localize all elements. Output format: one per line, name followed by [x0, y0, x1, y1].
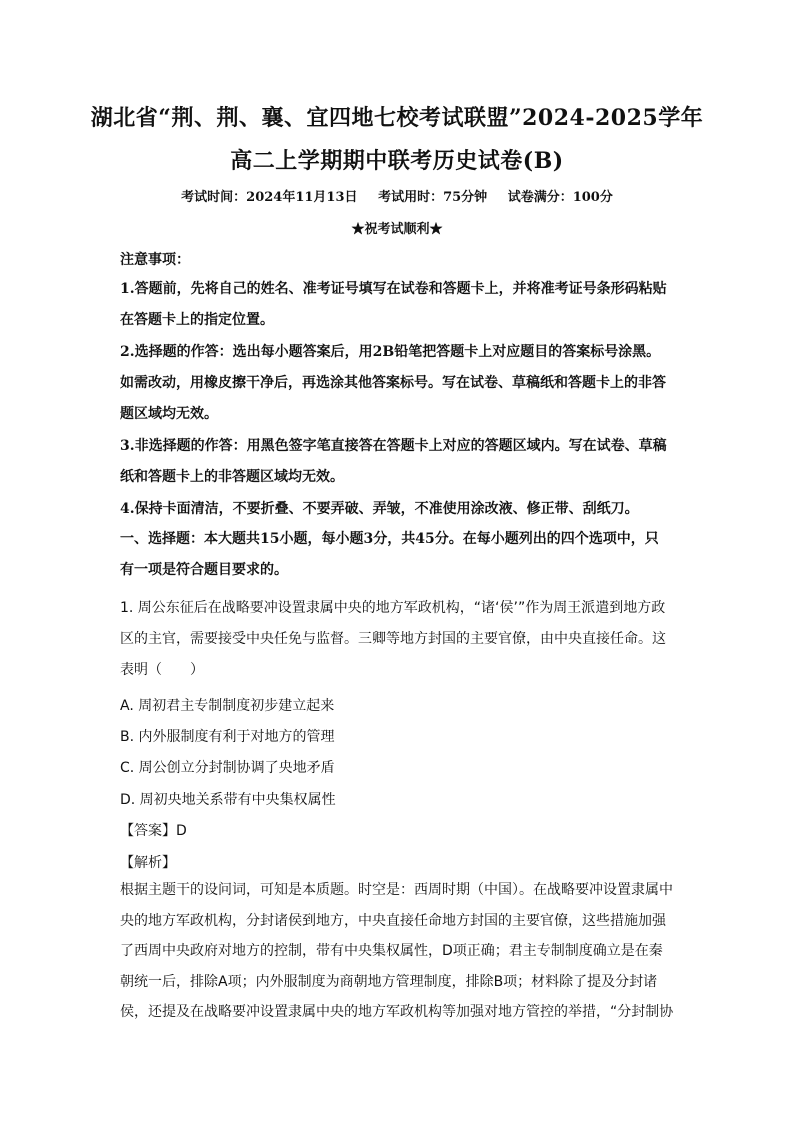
exam-duration: 考试用时：75分钟: [378, 190, 488, 205]
notice-item-3-line: 纸和答题卡上的非答题区域均无效。: [120, 469, 344, 485]
notice-item-1-line: 1.答题前，先将自己的姓名、准考证号填写在试卷和答题卡上，并将准考证号条形码粘贴: [120, 281, 667, 297]
exam-time: 考试时间：2024年11月13日: [181, 190, 358, 205]
question-1-stem-line: 区的主官，需要接受中央任免与监督。三卿等地方封国的主要官僚，由中央直接任命。这: [120, 631, 666, 647]
question-1-option-d: D. 周初央地关系带有中央集权属性: [120, 792, 336, 808]
exam-title-line1: 湖北省“荆、荆、襄、宜四地七校考试联盟”2024-2025学年: [90, 105, 704, 131]
question-1-stem-line: 表明（ ）: [120, 662, 204, 678]
section-1-line: 一、选择题：本大题共15小题，每小题3分，共45分。在每小题列出的四个选项中，只: [120, 531, 659, 547]
question-1-analysis-label: 【解析】: [120, 855, 176, 871]
analysis-line: 根据主题干的设问词，可知是本质题。时空是：西周时期（中国）。在战略要冲设置隶属中: [120, 882, 673, 898]
exam-full-score: 试卷满分：100分: [507, 190, 613, 205]
notice-item-2-line: 题区域均无效。: [120, 406, 218, 422]
question-1-analysis: [120, 875, 680, 1028]
notice-title: 注意事项：: [120, 252, 190, 268]
exam-meta: [0, 186, 794, 205]
notice-item-3: [120, 431, 680, 493]
good-luck-wish: ★祝考试顺利★: [351, 222, 443, 237]
notice-item-3-line: 3.非选择题的作答：用黑色签字笔直接答在答题卡上对应的答题区域内。写在试卷、草稿: [120, 438, 667, 454]
question-1-option-b: B. 内外服制度有利于对地方的管理: [120, 729, 335, 745]
question-1-answer: 【答案】D: [120, 823, 187, 839]
analysis-line: 侯，还提及在战略要冲设置隶属中央的地方军政机构等加强对地方管控的举措，“分封制协: [120, 1004, 674, 1020]
notice-item-2: [120, 337, 680, 430]
analysis-line: 了西周中央政府对地方的控制，带有中央集权属性，D项正确；君主专制制度确立是在秦: [120, 943, 663, 959]
notice-item-2-line: 如需改动，用橡皮擦干净后，再选涂其他答案标号。写在试卷、草稿纸和答题卡上的非答: [120, 375, 666, 391]
analysis-line: 朝统一后，排除A项；内外服制度为商朝地方管理制度，排除B项；材料除了提及分封诸: [120, 973, 658, 990]
notice-item-1: [120, 274, 680, 336]
notice-item-4: 4.保持卡面清洁，不要折叠、不要弄破、弄皱，不准使用涂改液、修正带、刮纸刀。: [120, 501, 639, 517]
analysis-line: 央的地方军政机构，分封诸侯到地方，中央直接任命地方封国的主要官僚，这些措施加强: [120, 912, 666, 929]
section-1-line: 有一项是符合题目要求的。: [120, 562, 288, 578]
question-1-stem: [120, 593, 680, 686]
question-1-option-c: C. 周公创立分封制协调了央地矛盾: [120, 760, 335, 776]
question-1-option-a: A. 周初君主专制制度初步建立起来: [120, 698, 335, 714]
notice-item-2-line: 2.选择题的作答：选出每小题答案后，用2B铅笔把答题卡上对应题目的答案标号涂黑。: [120, 344, 661, 360]
section-1-instructions: [120, 524, 680, 586]
notice-item-1-line: 在答题卡上的指定位置。: [120, 312, 274, 328]
question-1-stem-line: 1. 周公东征后在战略要冲设置隶属中央的地方军政机构，“诸‘侯’”作为周王派遣到地方政: [120, 600, 666, 616]
exam-title-line2: 高二上学期期中联考历史试卷(B): [230, 148, 564, 174]
